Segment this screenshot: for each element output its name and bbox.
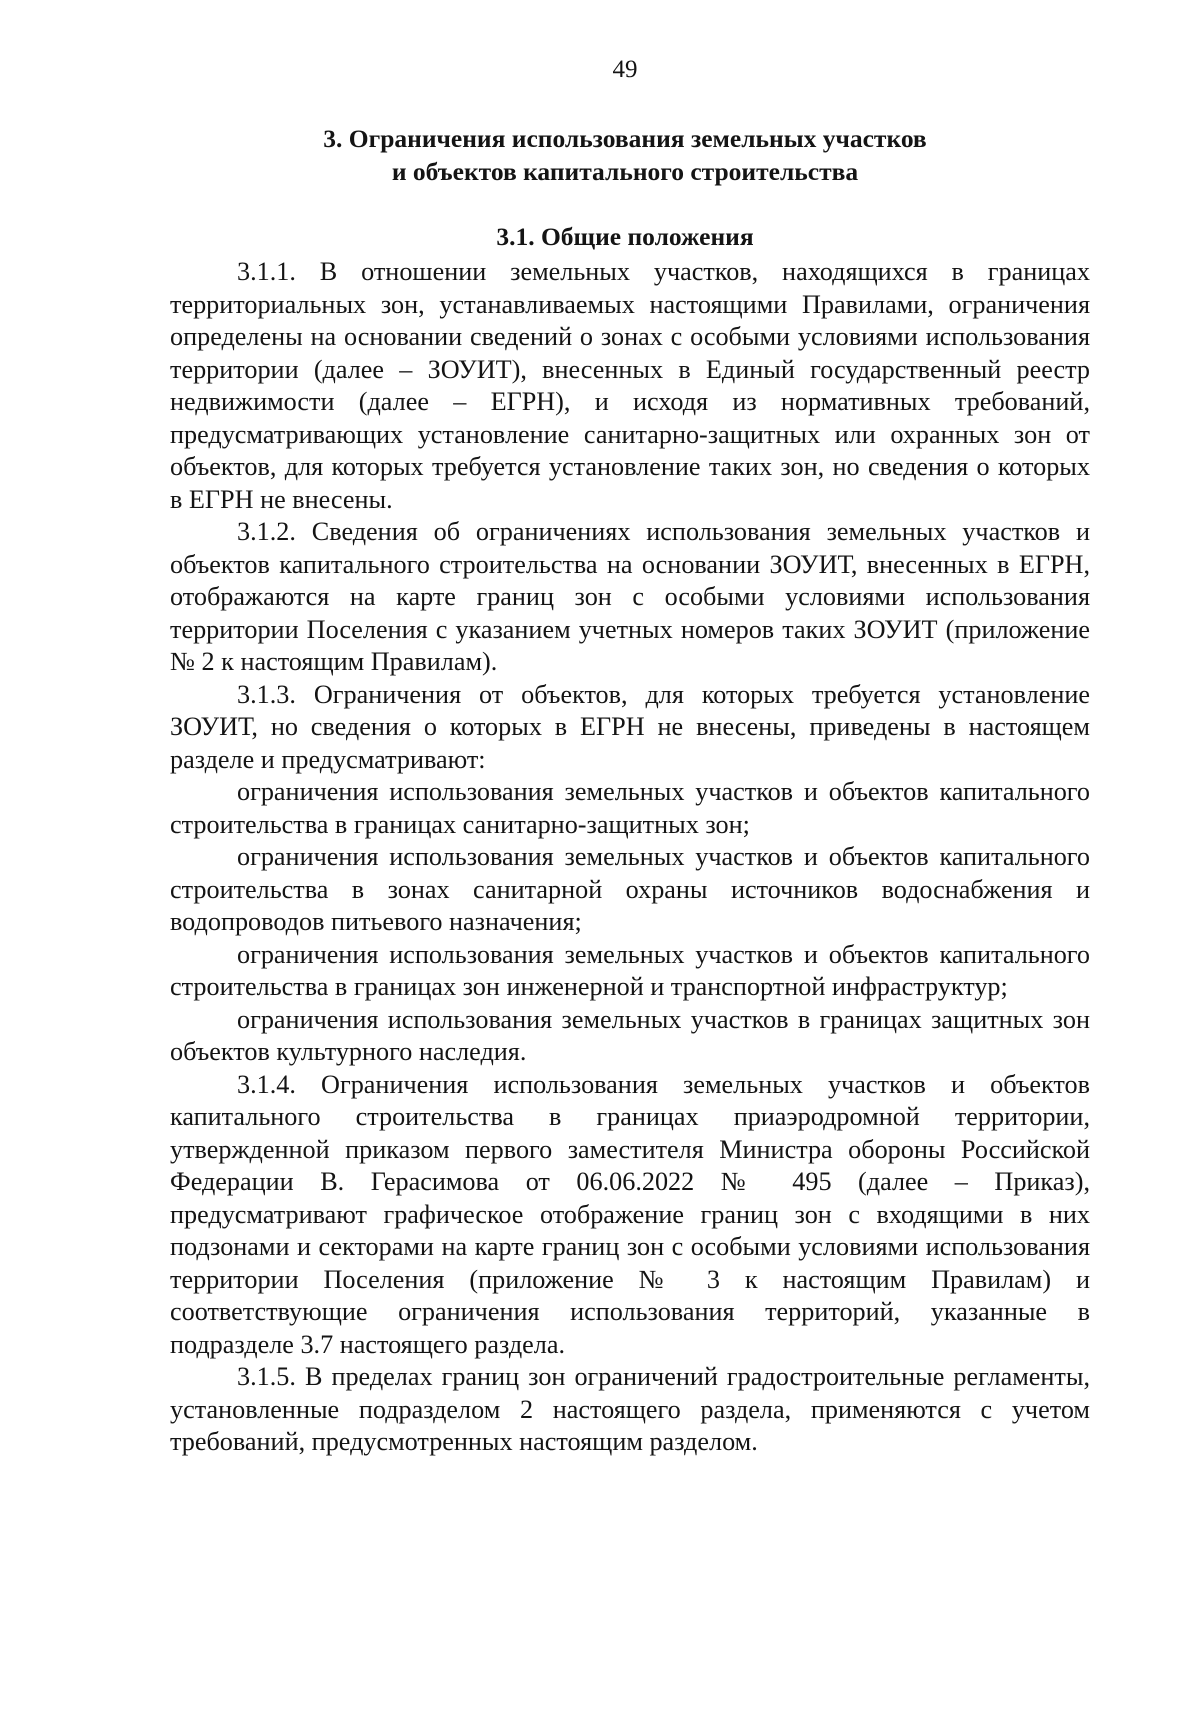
list-item-infrastructure-zones: ограничения использования земельных участков и объектов капитального строительства в границах зон инженерной и транспортной инфраструктур; [170, 939, 1090, 1001]
paragraph-3-1-4: 3.1.4. Ограничения использования земельных участков и объектов капитального строительства в границах приаэродромной территории, утвержденной приказом первого заместителя Министра обороны Российской Федерации В. Герасимова от 06.06.2022 № 495 (далее – Приказ), предусматривают графическое отображение границ зон с входящими в них подзонами и секторами на карте границ зон с особыми условиями использования территории Поселения (приложение № 3 к настоящим Правилам) и соответствующие ограничения использования территорий, указанные в подразделе 3.7 настоящего раздела. [170, 1069, 1090, 1359]
body-text [170, 256, 1090, 1459]
list-item-cultural-heritage-zones: ограничения использования земельных участков в границах защитных зон объектов культурного наследия. [170, 1004, 1090, 1066]
paragraph-3-1-2: 3.1.2. Сведения об ограничениях использования земельных участков и объектов капитального строительства на основании ЗОУИТ, внесенных в ЕГРН, отображаются на карте границ зон с особыми условиями использования территории Поселения с указанием учетных номеров таких ЗОУИТ (приложение № 2 к настоящим Правилам). [170, 517, 1090, 676]
page-number: 49 [612, 56, 638, 83]
section-heading-line-2: и объектов капитального строительства [391, 157, 859, 186]
list-item-water-supply-protection-zones: ограничения использования земельных участков и объектов капитального строительства в зонах санитарной охраны источников водоснабжения и водопроводов питьевого назначения; [170, 842, 1090, 936]
section-heading-line-1: 3. Ограничения использования земельных участков [323, 124, 927, 153]
paragraph-3-1-1: 3.1.1. В отношении земельных участков, находящихся в границах территориальных зон, устанавливаемых настоящими Правилами, ограничения определены на основании сведений о зонах с особыми условиями использования территории (далее – ЗОУИТ), внесенных в Единый государственный реестр недвижимости (далее – ЕГРН), и исходя из нормативных требований, предусматривающих установление санитарно-защитных или охранных зон от объектов, для которых требуется установление таких зон, но сведения о которых в ЕГРН не внесены. [170, 257, 1090, 514]
section-heading [100, 122, 1150, 188]
subsection-heading: 3.1. Общие положения [496, 222, 754, 251]
list-item-sanitary-protection-zones: ограничения использования земельных участков и объектов капитального строительства в границах санитарно-защитных зон; [170, 777, 1090, 839]
paragraph-3-1-3: 3.1.3. Ограничения от объектов, для которых требуется установление ЗОУИТ, но сведения о которых в ЕГРН не внесены, приведены в настоящем разделе и предусматривают: [170, 679, 1090, 774]
paragraph-3-1-5: 3.1.5. В пределах границ зон ограничений градостроительные регламенты, установленные подразделом 2 настоящего раздела, применяются с учетом требований, предусмотренных настоящим разделом. [170, 1362, 1090, 1456]
